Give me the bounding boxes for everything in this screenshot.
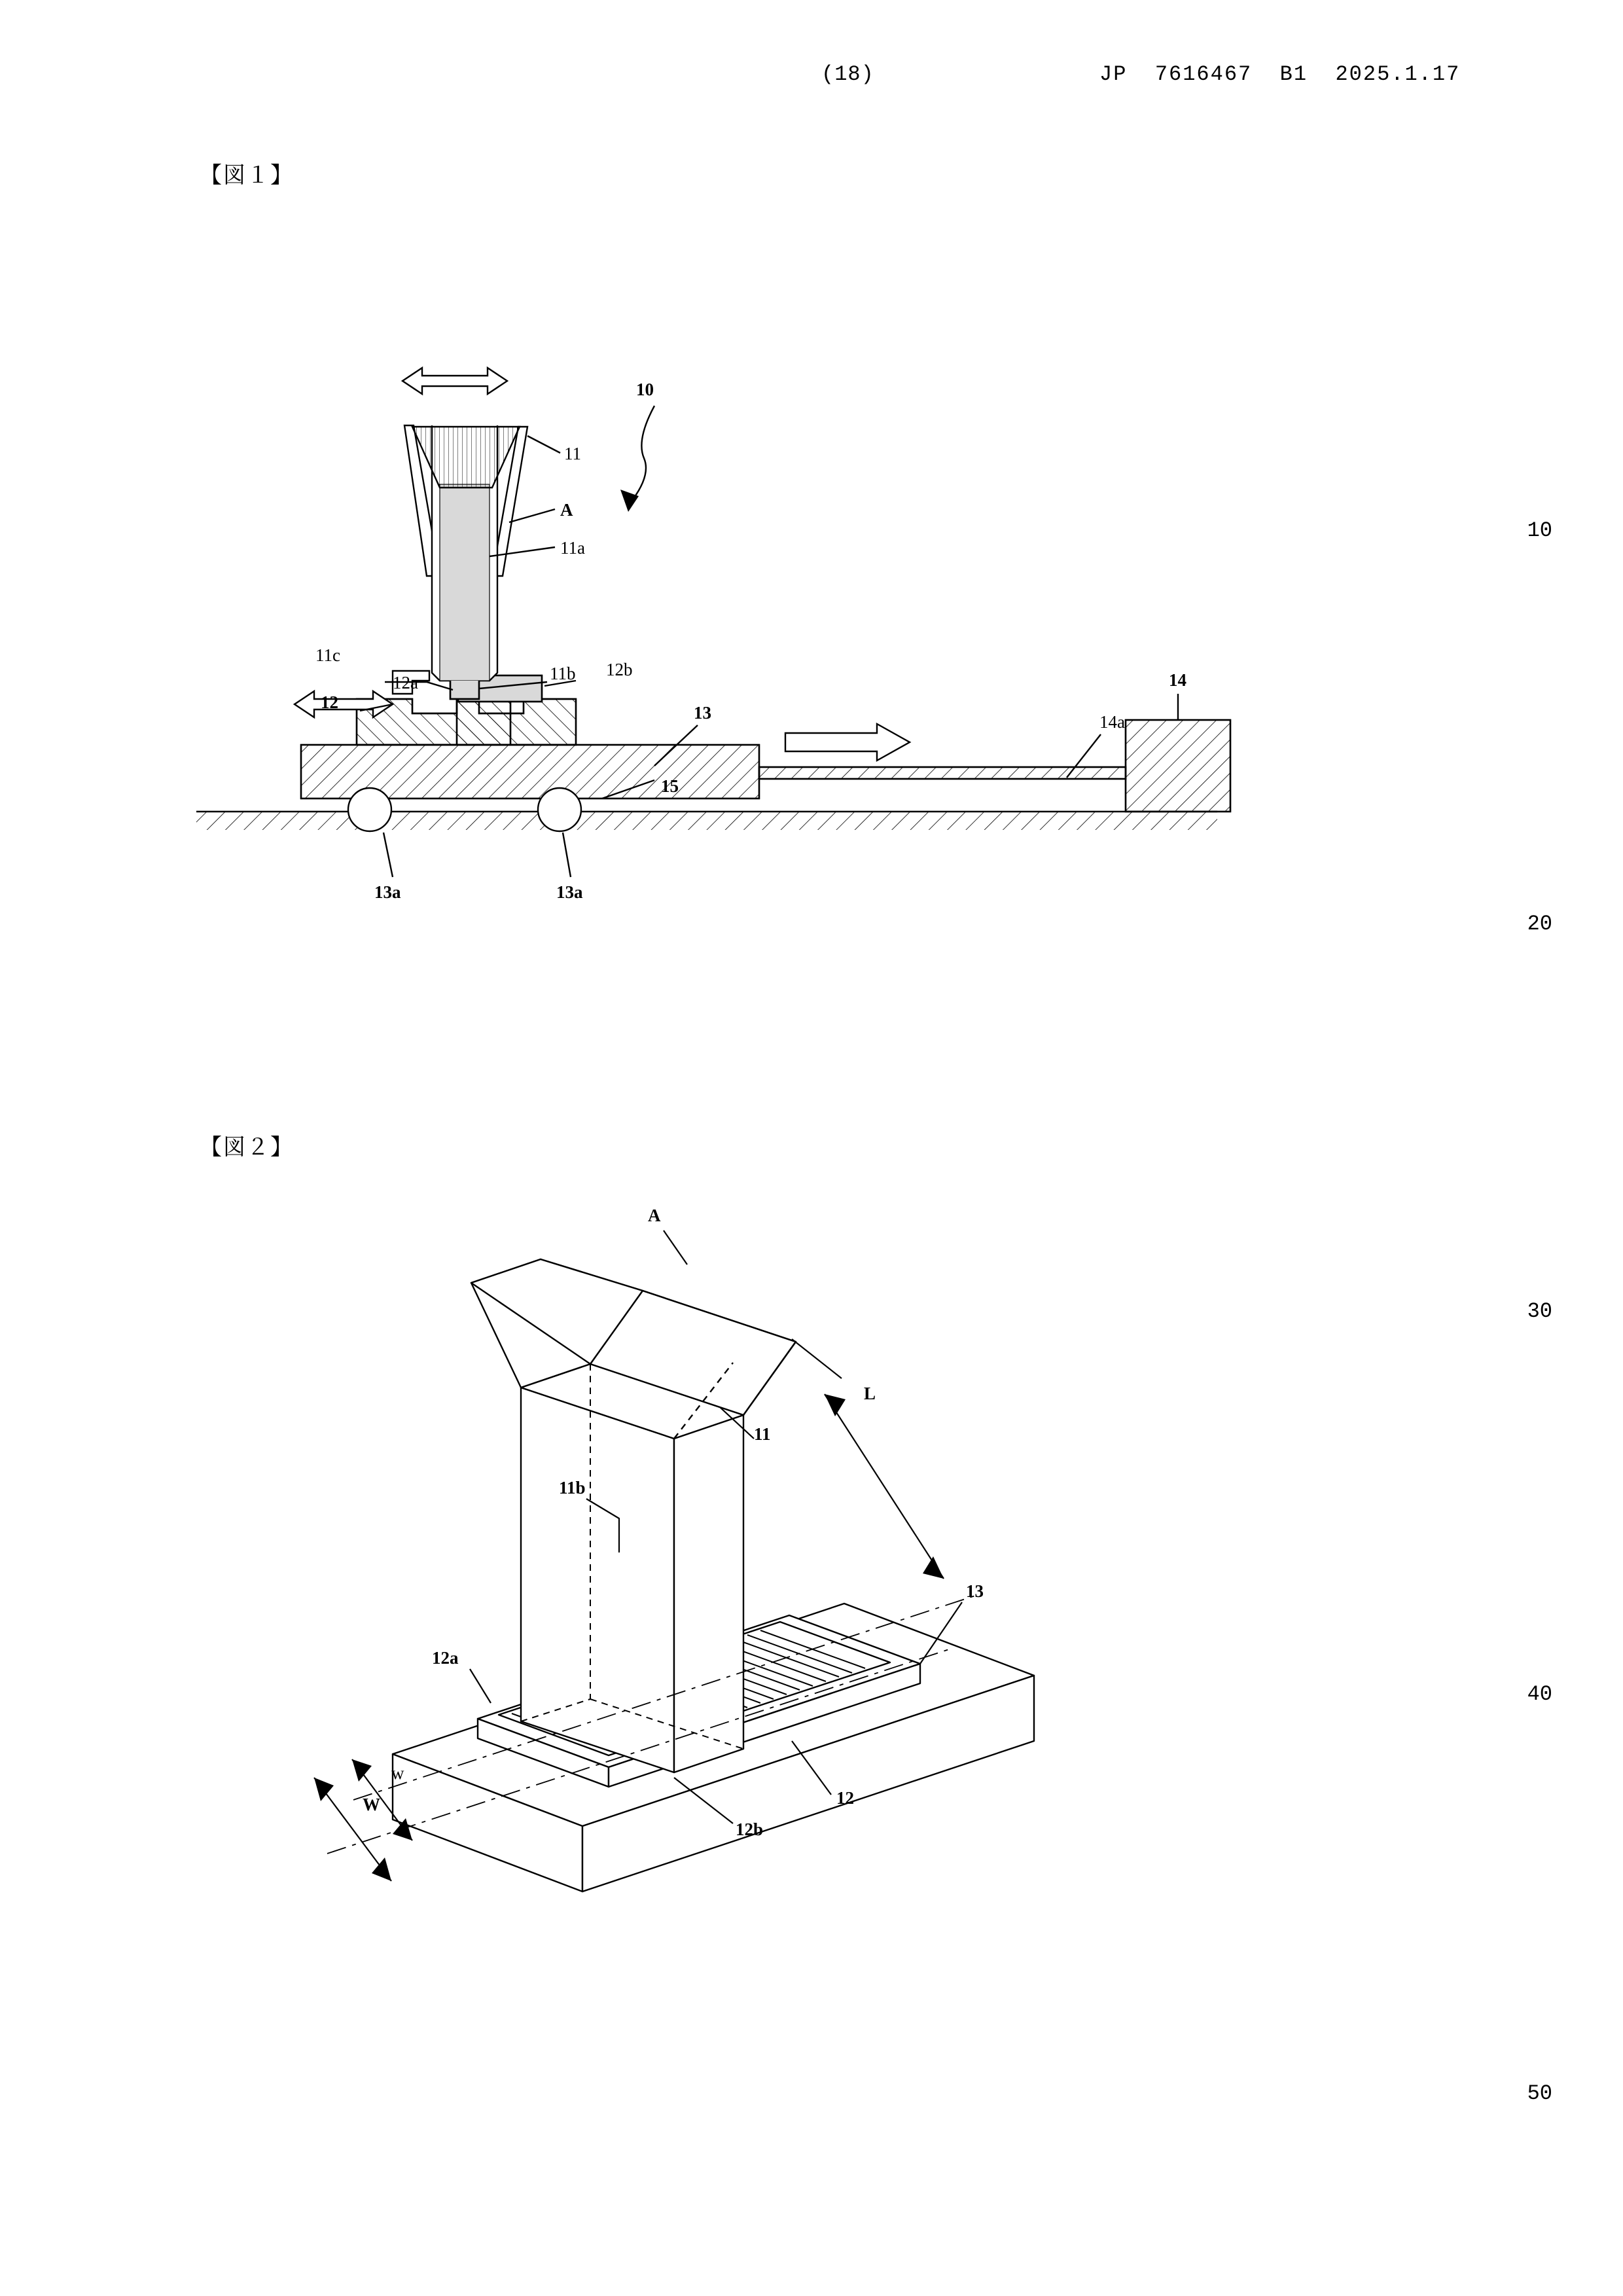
figure-1-label-11: 11: [564, 444, 581, 463]
figure-2-label-11: 11: [754, 1424, 771, 1444]
figure-2-label-A: A: [648, 1206, 661, 1225]
figure-1-label-15: 15: [661, 776, 679, 796]
figure-1-label-14: 14: [1169, 670, 1186, 690]
figure-2-label-w-lower: w: [391, 1763, 404, 1783]
figure-1-label-A: A: [560, 500, 573, 520]
figure-1-drawing: [196, 340, 1440, 942]
figure-1-label-12: 12: [321, 692, 338, 712]
figure-2-label-12a: 12a: [432, 1648, 459, 1668]
figure-1-label-11c: 11c: [315, 645, 340, 665]
patent-header: JP 7616467 B1 2025.1.17: [1099, 62, 1461, 86]
figure-2-label-L: L: [864, 1384, 876, 1403]
figure-2-label-12b: 12b: [736, 1820, 764, 1839]
figure-1-label-13: 13: [694, 703, 711, 723]
figure-1-label-14a: 14a: [1099, 712, 1125, 732]
figure-1-label-11a: 11a: [560, 538, 585, 558]
figure-2-label-11b: 11b: [559, 1478, 586, 1498]
figure-2-caption: 【図２】: [200, 1134, 294, 1160]
line-number-30: 30: [1527, 1299, 1552, 1323]
line-number-50: 50: [1527, 2081, 1552, 2106]
figure-2-label-W-upper: W: [363, 1795, 380, 1814]
figure-1-label-13a-right: 13a: [556, 882, 583, 902]
figure-2-label-13: 13: [966, 1581, 984, 1601]
figure-2-drawing: [216, 1191, 1250, 1924]
figure-1-label-10: 10: [636, 380, 654, 399]
page-number: (18): [821, 62, 874, 86]
figure-1-label-12a: 12a: [393, 673, 418, 692]
figure-1-label-12b: 12b: [606, 660, 633, 679]
line-number-20: 20: [1527, 912, 1552, 936]
figure-1-label-11b: 11b: [550, 664, 576, 683]
figure-2-label-12: 12: [836, 1788, 854, 1808]
figure-1-caption: 【図１】: [200, 162, 294, 188]
line-number-40: 40: [1527, 1682, 1552, 1706]
line-number-10: 10: [1527, 518, 1552, 543]
figure-1-label-13a-left: 13a: [374, 882, 401, 902]
